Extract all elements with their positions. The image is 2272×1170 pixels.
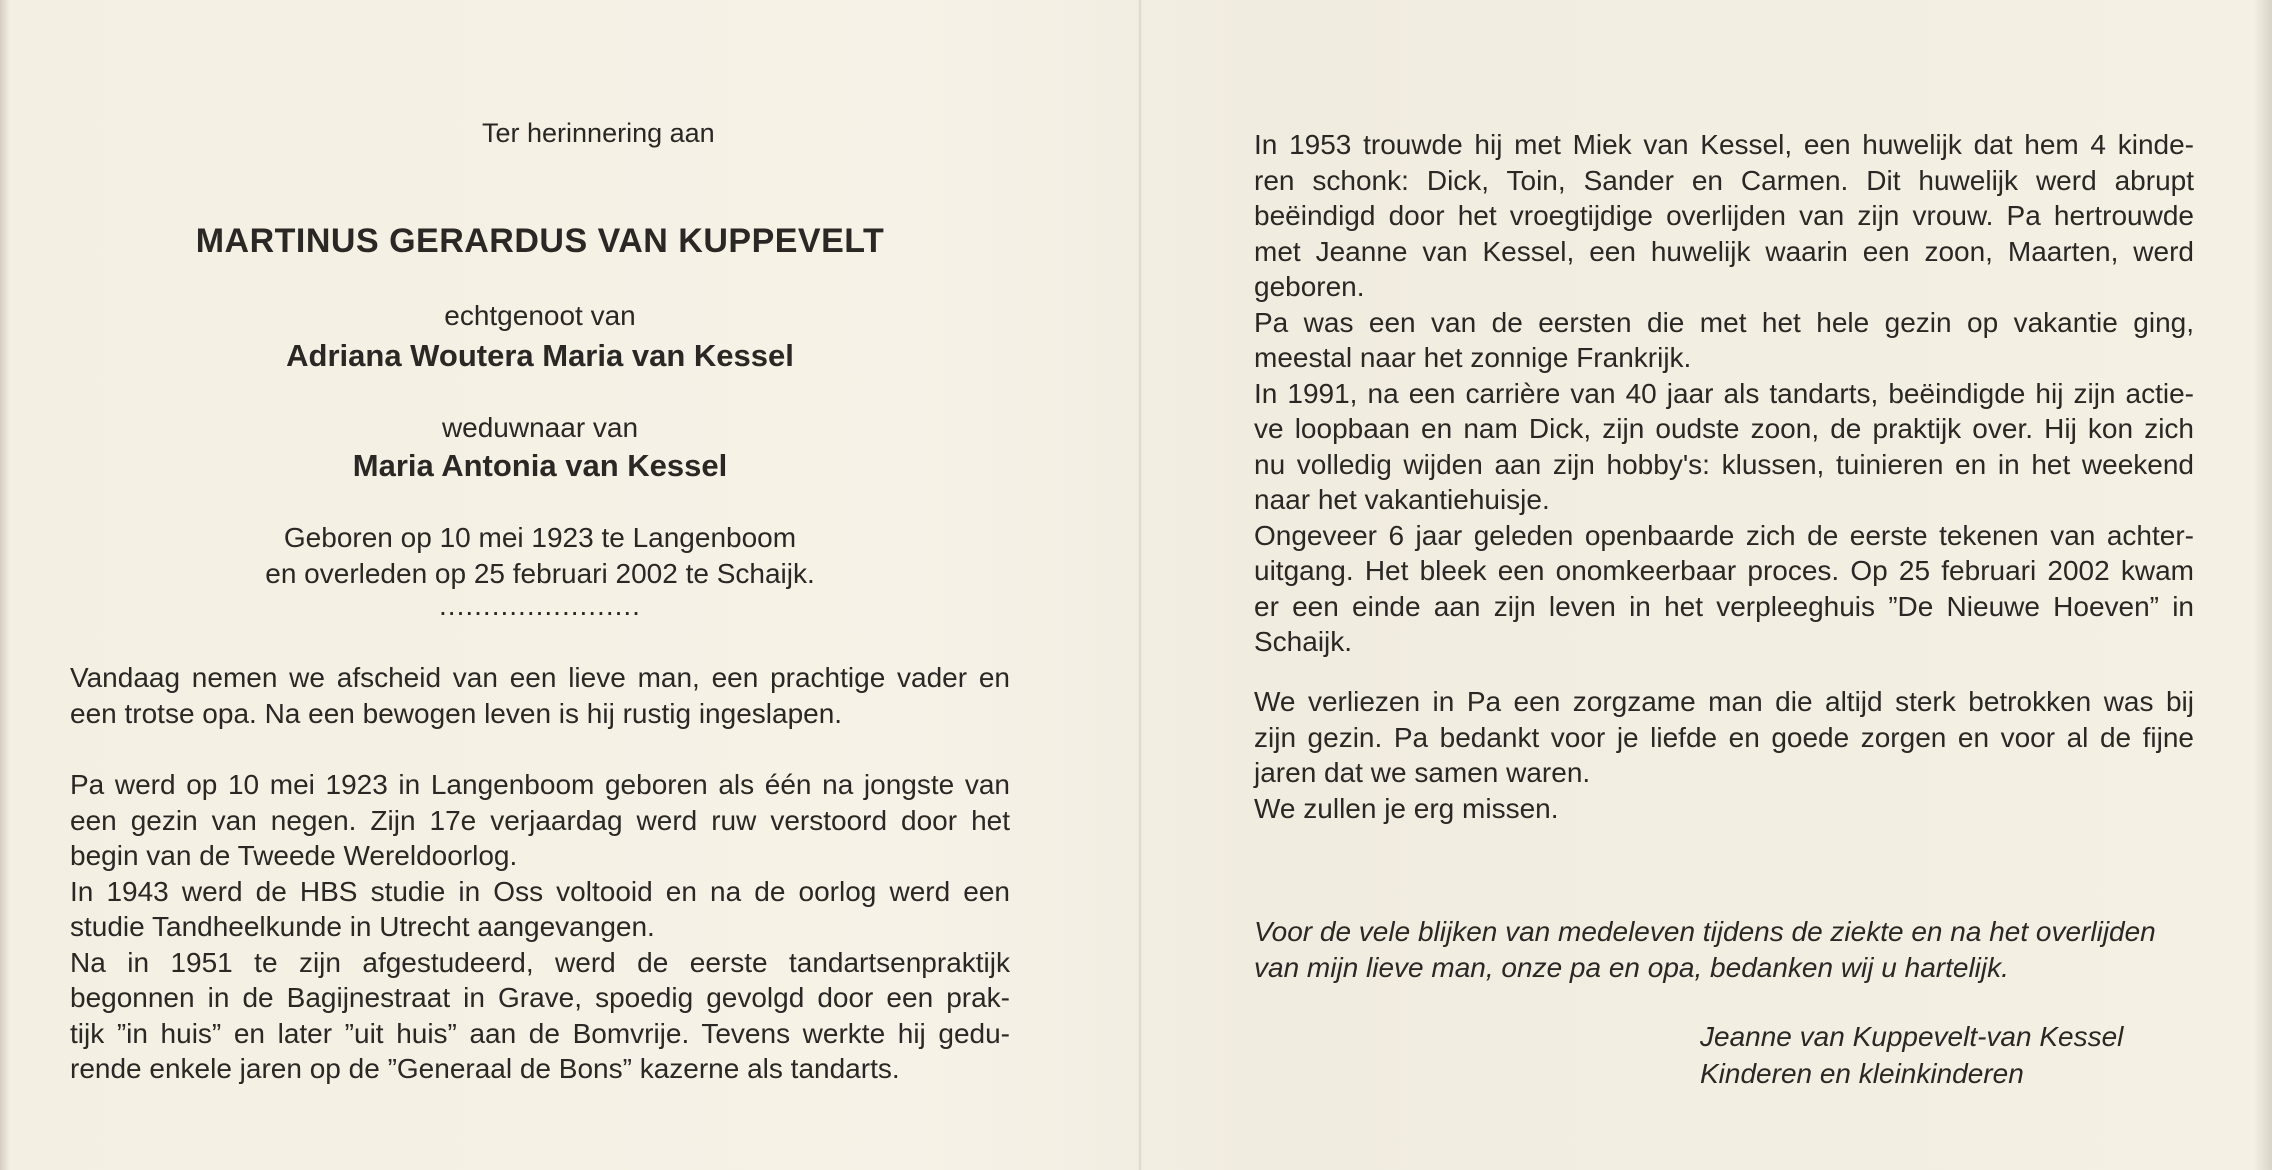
thanks-note (1254, 914, 2194, 986)
text-line: tijk ”in huis” en later ”uit huis” aan de Bomvrije. Tevens werkte hij gedu- (70, 1017, 1010, 1049)
text-line: Pa werd op 10 mei 1923 in Langenboom geboren als één na jongste van (70, 769, 1010, 800)
spouse-name: Adriana Woutera Maria van Kessel (286, 338, 794, 373)
card-right-edge (2254, 0, 2272, 1170)
signature-block (1700, 1018, 2123, 1092)
right-paragraph-1 (1254, 127, 2194, 660)
widower-name: Maria Antonia van Kessel (352, 448, 728, 483)
text-line: begonnen in de Bagijnestraat in Grave, spoedig gevolgd door een prak- (70, 982, 1010, 1013)
text-line: Na in 1951 te zijn afgestudeerd, werd de eerste tandartsenpraktijk (70, 946, 1010, 978)
text-line: ve loopbaan en nam Dick, zijn oudste zoon, de praktijk over. Hij kon zich (1254, 413, 2194, 444)
text-line: Pa was een van de eersten die met het hele gezin op vakantie ging, (1254, 306, 2194, 338)
text-line: meestal naar het zonnige Frankrijk. (1254, 342, 1692, 373)
text-line: van mijn lieve man, onze pa en opa, bedanken wij u hartelijk. (1254, 952, 2009, 983)
left-paragraph-2 (70, 767, 1010, 1087)
right-paragraph-2 (1254, 684, 2194, 826)
text-line: studie Tandheelkunde in Utrecht aangevangen. (70, 911, 655, 942)
card-fold (1138, 0, 1142, 1170)
dots-divider: ....................... (439, 590, 641, 621)
text-line: ren schonk: Dick, Toin, Sander en Carmen. Dit huwelijk werd abrupt (1254, 164, 2194, 196)
signature-name: Jeanne van Kuppevelt-van Kessel (1700, 1021, 2124, 1052)
text-line: geboren. (1254, 271, 1365, 302)
right-panel (1254, 0, 2194, 1170)
text-line: We verliezen in Pa een zorgzame man die altijd sterk betrokken was bij (1254, 686, 2194, 717)
widower-label: weduwnaar van (441, 412, 639, 443)
text-line: uitgang. Het bleek een onomkeerbaar proces. Op 25 februari 2002 kwam (1254, 555, 2194, 586)
death-line: en overleden op 25 februari 2002 te Schaijk. (265, 558, 815, 589)
text-line: Ongeveer 6 jaar geleden openbaarde zich de eerste tekenen van achter- (1254, 519, 2194, 551)
text-line: In 1991, na een carrière van 40 jaar als tandarts, beëindigde hij zijn actie- (1254, 377, 2194, 409)
text-line: jaren dat we samen waren. (1254, 757, 1591, 788)
text-line: Voor de vele blijken van medeleven tijdens de ziekte en na het overlijden (1254, 916, 2156, 947)
text-line: zijn gezin. Pa bedankt voor je liefde en goede zorgen en voor al de fijne (1254, 721, 2194, 753)
text-line: naar het vakantiehuisje. (1254, 484, 1550, 515)
text-line: met Jeanne van Kessel, een huwelijk waarin een zoon, Maarten, werd (1254, 235, 2194, 267)
left-paragraph-1 (70, 660, 1010, 731)
card-left-edge (0, 0, 10, 1170)
text-line: beëindigd door het vroegtijdige overlijden van zijn vrouw. Pa hertrouwde (1254, 200, 2194, 231)
birth-line: Geboren op 10 mei 1923 te Langenboom (283, 522, 797, 553)
text-line: Schaijk. (1254, 626, 1353, 657)
text-line: Vandaag nemen we afscheid van een lieve man, een prachtige vader en (70, 662, 1010, 693)
text-line: nu volledig wijden aan zijn hobby's: klussen, tuinieren en in het weekend (1254, 448, 2194, 480)
text-line: begin van de Tweede Wereldoorlog. (70, 840, 518, 871)
spouse-label: echtgenoot van (444, 300, 636, 331)
text-line: rende enkele jaren op de ”Generaal de Bons” kazerne als tandarts. (70, 1053, 900, 1084)
text-line: In 1953 trouwde hij met Miek van Kessel, een huwelijk dat hem 4 kinde- (1254, 129, 2194, 160)
signature-family: Kinderen en kleinkinderen (1700, 1058, 2024, 1089)
text-line: een trotse opa. Na een bewogen leven is hij rustig ingeslapen. (70, 697, 843, 729)
text-line: er een einde aan zijn leven in het verpleeghuis ”De Nieuwe Hoeven” in (1254, 590, 2194, 622)
intro-text: Ter herinnering aan (482, 118, 715, 148)
text-line: In 1943 werd de HBS studie in Oss voltooid en na de oorlog werd een (70, 875, 1010, 907)
deceased-name: MARTINUS GERARDUS VAN KUPPEVELT (195, 222, 885, 260)
text-line: We zullen je erg missen. (1254, 792, 1559, 824)
text-line: een gezin van negen. Zijn 17e verjaardag werd ruw verstoord door het (70, 804, 1010, 836)
left-panel (70, 0, 1010, 1170)
